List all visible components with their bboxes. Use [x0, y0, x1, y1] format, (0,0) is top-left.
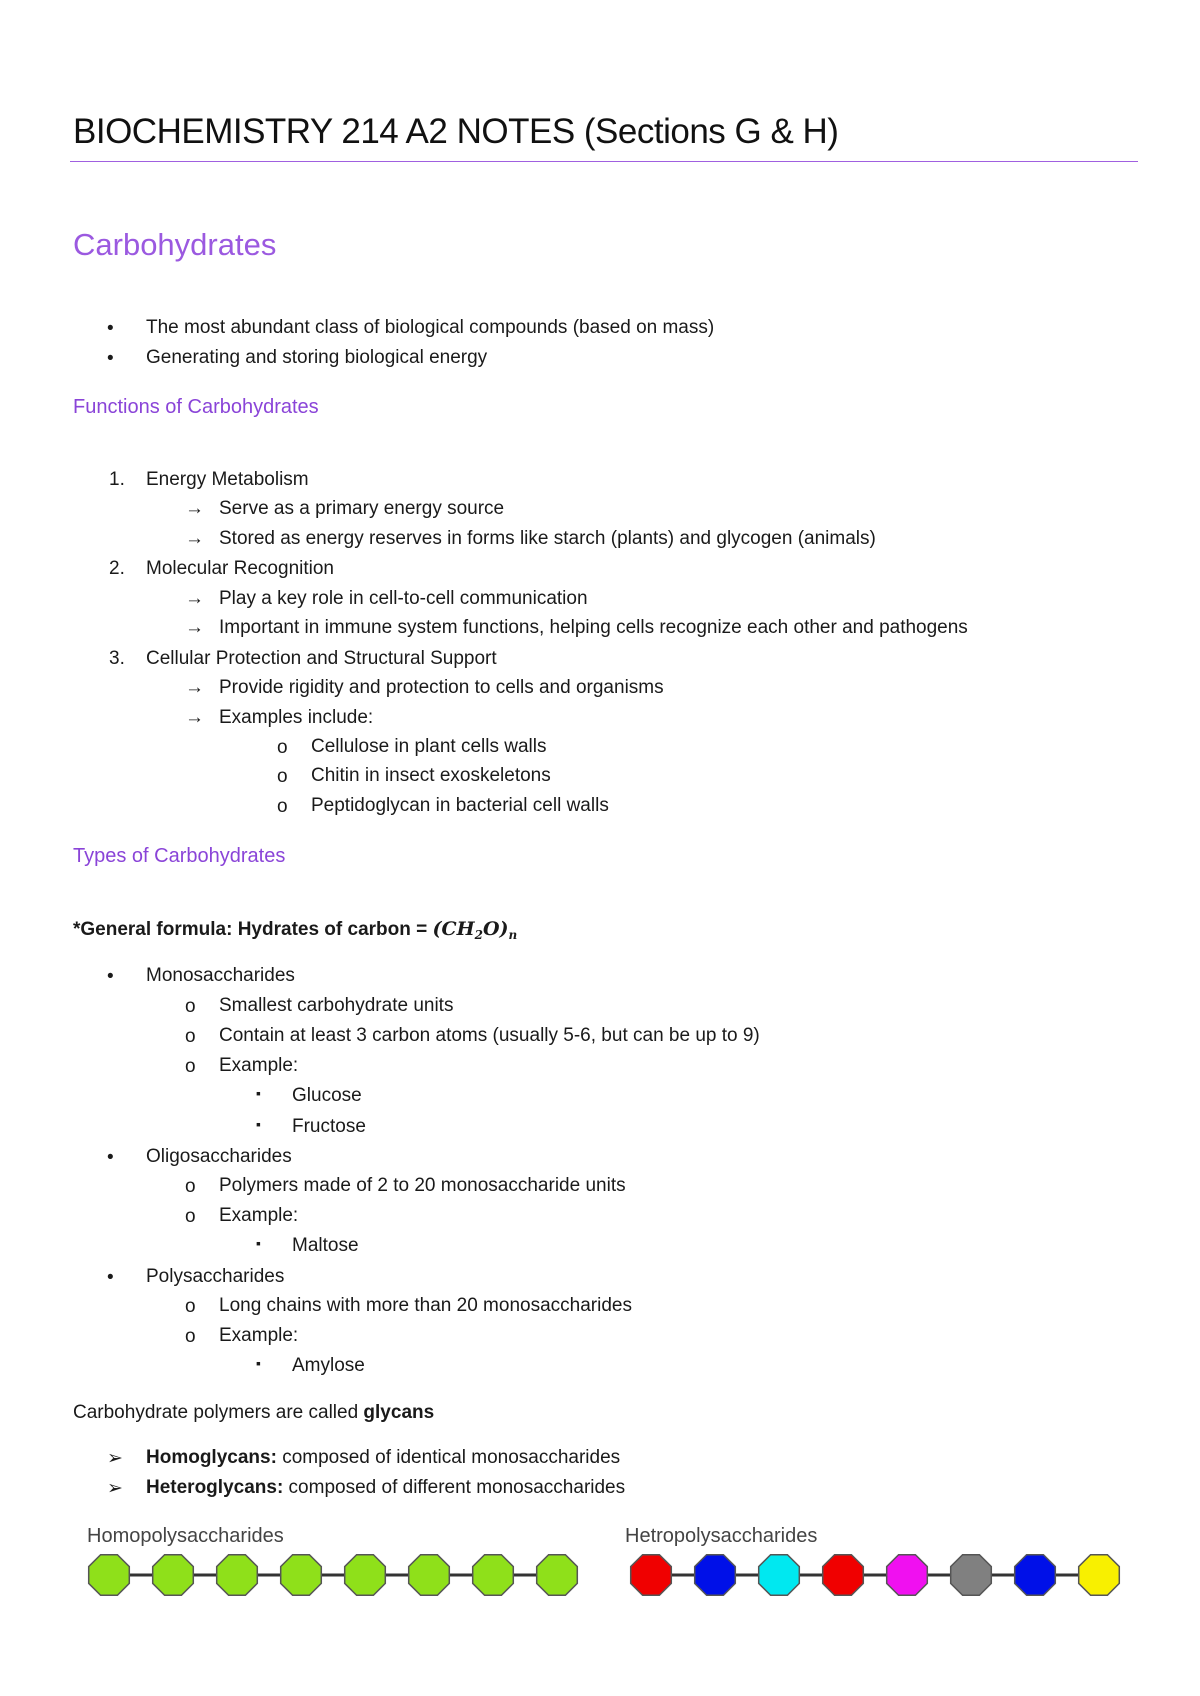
- function-item-energy: Energy Metabolism: [146, 469, 309, 490]
- hetero-monosaccharide: [951, 1555, 992, 1596]
- function-sub: Serve as a primary energy source: [219, 498, 505, 519]
- type-sub: Smallest carbohydrate units: [219, 995, 454, 1016]
- page-title: BIOCHEMISTRY 214 A2 NOTES (Sections G & H): [73, 112, 839, 151]
- square-marker: ▪: [256, 1355, 261, 1371]
- homo-monosaccharide: [281, 1555, 322, 1596]
- function-sub: Play a key role in cell-to-cell communication: [219, 588, 588, 609]
- heteroglycans-item: Heteroglycans: composed of different monosaccharides: [146, 1477, 626, 1498]
- circle-marker: o: [185, 1176, 196, 1197]
- function-sub: Stored as energy reserves in forms like starch (plants) and glycogen (animals): [219, 528, 876, 549]
- chevron-icon: ➢: [107, 1478, 123, 1499]
- glycans-sentence: Carbohydrate polymers are called glycans: [73, 1402, 435, 1423]
- circle-marker: o: [185, 996, 196, 1017]
- heading-types: Types of Carbohydrates: [73, 845, 286, 867]
- homo-monosaccharide: [345, 1555, 386, 1596]
- type-sub: Contain at least 3 carbon atoms (usually 5-6, but can be up to 9): [219, 1025, 760, 1046]
- circle-marker: o: [277, 796, 288, 817]
- example-item: Chitin in insect exoskeletons: [311, 765, 551, 786]
- general-formula: [73, 918, 517, 941]
- glycans-term: glycans: [363, 1402, 435, 1423]
- circle-marker: o: [277, 766, 288, 787]
- circle-marker: o: [185, 1056, 196, 1077]
- list-number: 1.: [109, 469, 125, 490]
- intro-bullet: Generating and storing biological energy: [146, 347, 488, 368]
- bullet-marker: •: [107, 1267, 114, 1288]
- circle-marker: o: [185, 1026, 196, 1047]
- arrow-icon: →: [185, 617, 204, 638]
- arrow-icon: →: [185, 707, 204, 728]
- type-monosaccharides: Monosaccharides: [146, 965, 295, 986]
- chevron-icon: ➢: [107, 1448, 123, 1469]
- arrow-icon: →: [185, 528, 204, 549]
- section-heading-carbohydrates: Carbohydrates: [73, 227, 277, 262]
- homo-label: Homopolysaccharides: [87, 1525, 284, 1547]
- circle-marker: o: [277, 737, 288, 758]
- type-polysaccharides: Polysaccharides: [146, 1266, 285, 1287]
- type-sub: Example:: [219, 1205, 299, 1226]
- intro-bullet: The most abundant class of biological compounds (based on mass): [146, 317, 715, 338]
- type-sub: Example:: [219, 1325, 299, 1346]
- type-example: Maltose: [292, 1235, 359, 1256]
- homo-monosaccharide: [473, 1555, 514, 1596]
- homo-chain: [89, 1555, 578, 1596]
- formula-expression: $(CH_2O)_n$: [432, 918, 518, 942]
- hetero-monosaccharide: [759, 1555, 800, 1596]
- hetero-monosaccharide: [1079, 1555, 1120, 1596]
- circle-marker: o: [185, 1206, 196, 1227]
- type-oligosaccharides: Oligosaccharides: [146, 1146, 292, 1167]
- list-number: 3.: [109, 648, 125, 669]
- function-sub: Examples include:: [219, 707, 374, 728]
- hetero-monosaccharide: [695, 1555, 736, 1596]
- hetero-monosaccharide: [631, 1555, 672, 1596]
- heading-functions: Functions of Carbohydrates: [73, 396, 319, 418]
- type-example: Glucose: [292, 1085, 362, 1106]
- homo-monosaccharide: [409, 1555, 450, 1596]
- bullet-marker: •: [107, 318, 114, 339]
- square-marker: ▪: [256, 1235, 261, 1251]
- type-sub: Long chains with more than 20 monosaccharides: [219, 1295, 632, 1316]
- hetero-label: Hetropolysaccharides: [625, 1525, 818, 1547]
- homo-monosaccharide: [89, 1555, 130, 1596]
- type-sub: Polymers made of 2 to 20 monosaccharide units: [219, 1175, 626, 1196]
- example-item: Cellulose in plant cells walls: [311, 736, 547, 757]
- type-example: Fructose: [292, 1116, 366, 1137]
- hetero-monosaccharide: [887, 1555, 928, 1596]
- homo-monosaccharide: [153, 1555, 194, 1596]
- square-marker: ▪: [256, 1085, 261, 1101]
- arrow-icon: →: [185, 588, 204, 609]
- title-divider: [70, 161, 1138, 162]
- circle-marker: o: [185, 1296, 196, 1317]
- polysaccharide-diagram: [73, 1520, 1143, 1630]
- function-item-recognition: Molecular Recognition: [146, 558, 334, 579]
- hetero-monosaccharide: [823, 1555, 864, 1596]
- circle-marker: o: [185, 1326, 196, 1347]
- homoglycans-item: Homoglycans: composed of identical monosaccharides: [146, 1447, 621, 1468]
- function-sub: Important in immune system functions, helping cells recognize each other and pathogens: [219, 617, 968, 638]
- type-example: Amylose: [292, 1355, 365, 1376]
- homo-monosaccharide: [217, 1555, 258, 1596]
- square-marker: ▪: [256, 1116, 261, 1132]
- list-number: 2.: [109, 558, 125, 579]
- example-item: Peptidoglycan in bacterial cell walls: [311, 795, 609, 816]
- hetero-chain: [631, 1555, 1120, 1596]
- arrow-icon: →: [185, 677, 204, 698]
- bullet-marker: •: [107, 1147, 114, 1168]
- function-item-protection: Cellular Protection and Structural Support: [146, 648, 497, 669]
- bullet-marker: •: [107, 966, 114, 987]
- arrow-icon: →: [185, 498, 204, 519]
- hetero-monosaccharide: [1015, 1555, 1056, 1596]
- formula-label: *General formula: Hydrates of carbon =: [73, 919, 433, 940]
- type-sub: Example:: [219, 1055, 299, 1076]
- function-sub: Provide rigidity and protection to cells and organisms: [219, 677, 664, 698]
- bullet-marker: •: [107, 348, 114, 369]
- homo-monosaccharide: [537, 1555, 578, 1596]
